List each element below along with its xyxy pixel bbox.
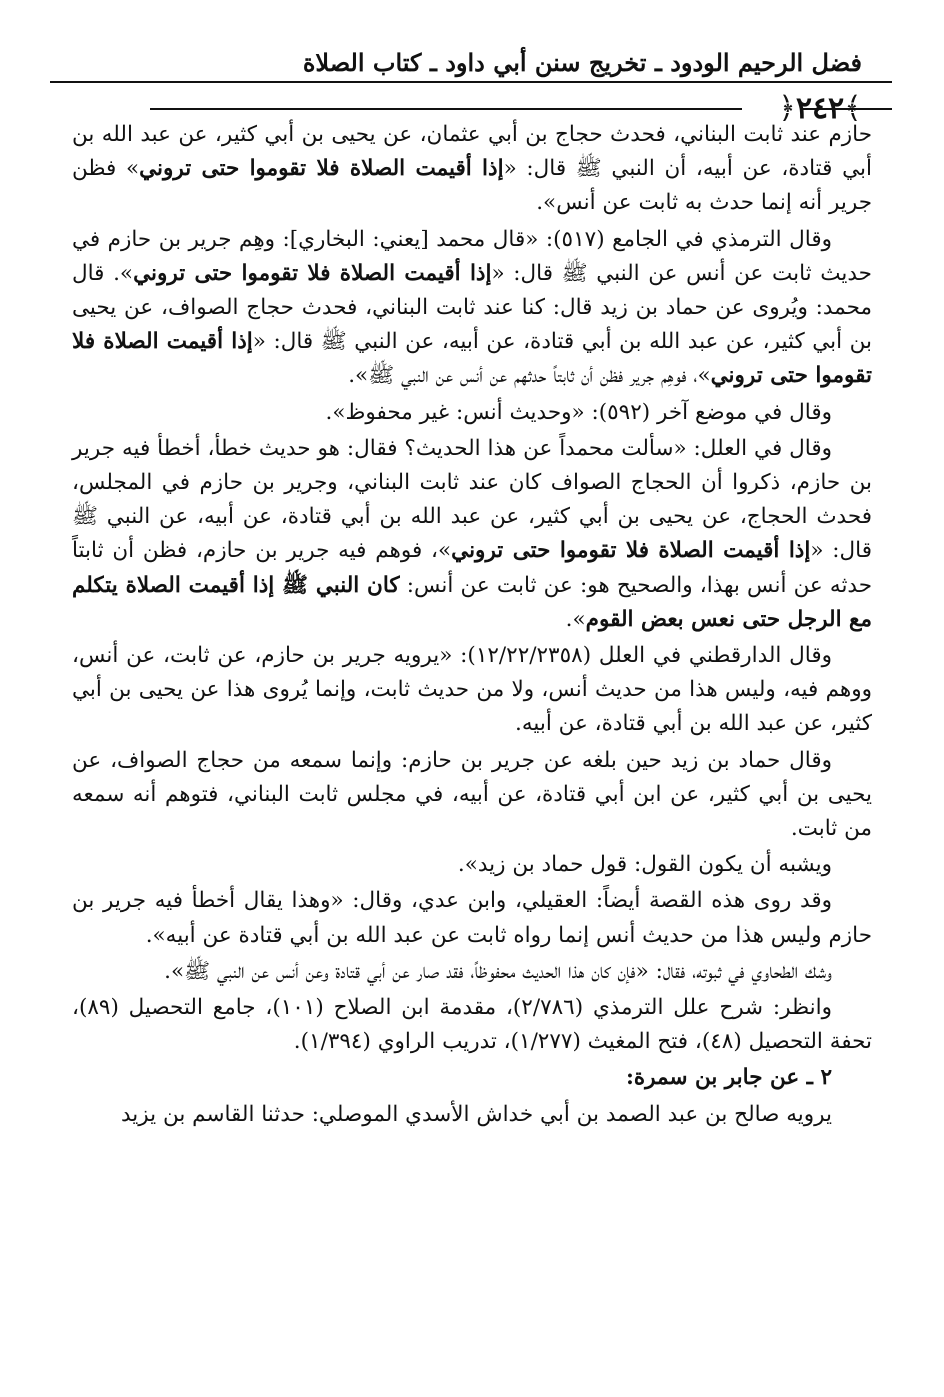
text-run: »، فوهم فيه جرير بن حازم، فظن أن ثابتاً حدثه عن أنس بهذا، والصحيح هو: عن ثابت عن أنس: [72,538,872,598]
page-body [72,118,872,1134]
paragraph-list [72,118,872,1059]
paragraph [72,848,872,882]
page-number-rule-left [150,108,742,110]
paragraph [72,884,872,952]
text-run: »، فوهِم جرير فظن أن ثابتاً حدثهم عن أنس عن النبي ﷺ». [348,363,711,389]
text-run: وقد روى هذه القصة أيضاً: العقيلي، وابن عدي، وقال: «وهذا يقال أخطأ فيه جرير بن حازم وليس هذا من حديث أنس إنما رواه ثابت عن عبد الله بن أبي قتادة عن أبيه». [72,888,872,948]
paragraph [72,396,872,430]
section-heading: ٢ ـ عن جابر بن سمرة: [625,1065,832,1091]
hadith-quote: إذا أقيمت الصلاة فلا تقوموا حتى تروني [139,156,504,182]
text-run: ». [565,606,586,632]
page-number: ﴿٢٤٢﴾ [778,91,862,126]
last-line: يرويه صالح بن عبد الصمد بن أبي خداش الأسدي الموصلي: حدثنا القاسم بن يزيد [121,1101,832,1127]
text-run: وقال حماد بن زيد حين بلغه عن جرير بن حازم: وإنما سمعه من حجاج الصواف، عن يحيى بن أبي كثير، عن ابن أبي قتادة، عن أبيه، في مجلس ثابت البناني، فتوهم أنه سمعه من ثابت. [72,747,872,842]
page-number-value: ٢٤٢ [795,91,845,126]
paragraph [72,744,872,847]
paragraph [72,118,872,221]
paragraph [72,955,872,989]
header-rule [50,81,892,83]
text-run: ويشبه أن يكون القول: قول حماد بن زيد». [457,852,832,878]
text-run: وقال في موضع آخر (٥٩٢): «وحديث أنس: غير محفوظ». [325,399,832,425]
hadith-quote: إذا أقيمت الصلاة فلا تقوموا حتى تروني [72,329,872,389]
text-run: وشك الطحاوي في ثبوته، فقال: «فإن كان هذا الحديث محفوظاً، فقد صار عن أبي قتادة وعن أنس عن النبي ﷺ». [164,958,832,984]
text-run: » فظن جرير أنه إنما حدث به ثابت عن أنس». [72,156,872,216]
text-run: وقال الدارقطني في العلل (١٢/٢٢/٢٣٥٨): «يرويه جرير بن حازم، عن ثابت، عن أنس، ووهم فيه، وليس هذا من حديث أنس، ولا من حديث ثابت، وإنما يُروى هذا عن يحيى بن أبي كثير، عن عبد الله بن أبي قتادة، عن أبيه. [72,643,872,737]
text-run: وانظر: شرح علل الترمذي (٢/٧٨٦)، مقدمة ابن الصلاح (١٠١)، جامع التحصيل (٨٩)، تحفة التحصيل (٤٨)، فتح المغيث (١/٢٧٧)، تدريب الراوي (١/٣٩٤). [72,995,872,1055]
hadith-quote: إذا أقيمت الصلاة فلا تقوموا حتى تروني [133,260,492,286]
hadith-quote: كان النبي ﷺ إذا أقيمت الصلاة يتكلم مع الرجل حتى نعس بعض القوم [72,572,872,632]
text-run: حازم عند ثابت البناني، فحدث حجاج بن أبي عثمان، عن يحيى بن أبي كثير، عن عبد الله بن أبي قتادة، عن أبيه، أن النبي ﷺ قال: « [72,122,872,182]
paragraph [72,639,872,742]
paragraph [72,223,872,394]
text-run: ». قال محمد: ويُروى عن حماد بن زيد قال: كنا عند ثابت البناني، فحدث حجاج الصواف، عن يحيى بن أبي كثير، عن عبد الله بن أبي قتادة، عن أبيه، عن النبي ﷺ قال: « [72,260,872,355]
text-run: وقال في العلل: «سألت محمداً عن هذا الحديث؟ فقال: هو حديث خطأ، أخطأ فيه جرير بن حازم، ذكروا أن الحجاج الصواف كان عند ثابت البناني، وجرير بن حازم في المجلس، فحدث الحجاج، عن يحيى بن أبي كثير، عن عبد الله بن أبي قتادة، عن أبيه، عن النبي ﷺ قال: « [72,435,872,564]
paragraph [72,991,872,1059]
text-run: وقال الترمذي في الجامع (٥١٧): «قال محمد [يعني: البخاري]: وهِم جرير بن حازم في حديث ثابت عن أنس عن النبي ﷺ قال: « [72,226,872,286]
hadith-quote: إذا أقيمت الصلاة فلا تقوموا حتى تروني [451,538,811,564]
paragraph [72,432,872,637]
running-header-title: فضل الرحيم الودود ـ تخريج سنن أبي داود ـ كتاب الصلاة [302,48,862,77]
